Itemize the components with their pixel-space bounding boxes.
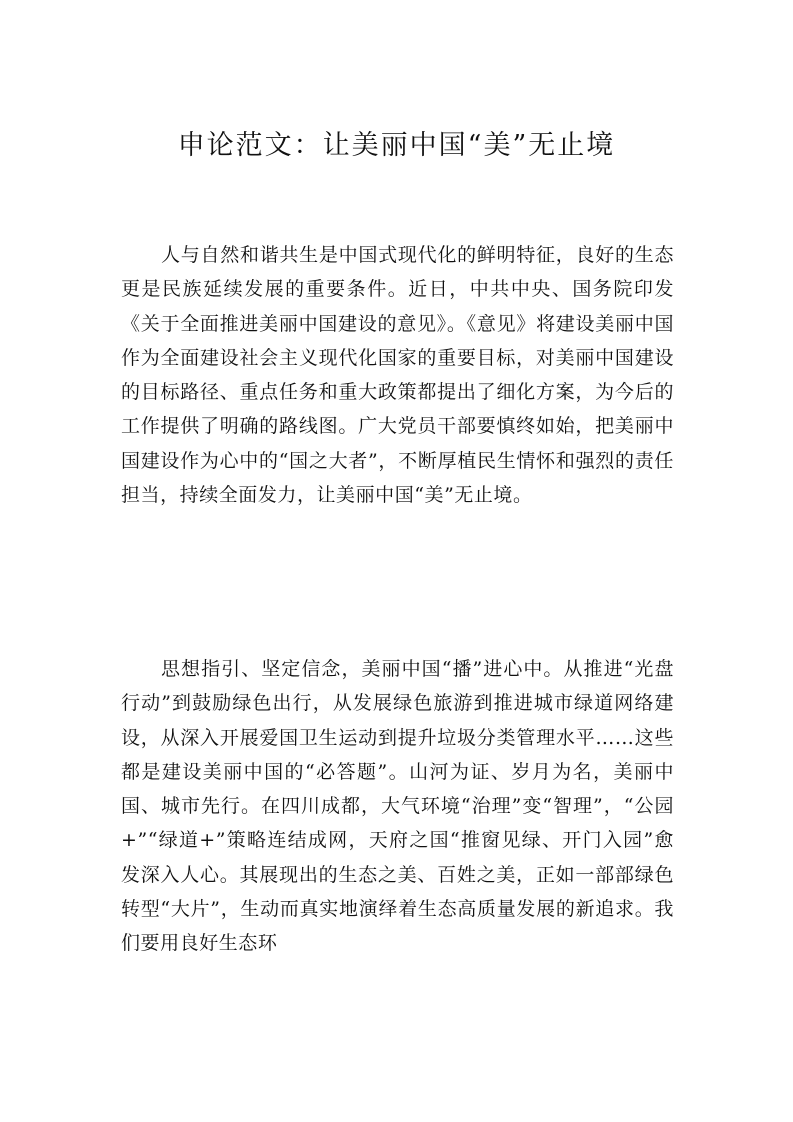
paragraph-2: 思想指引、坚定信念，美丽中国“播”进心中。从推进“光盘行动”到鼓励绿色出行，从发展绿色旅游到推进城市绿道网络建设，从深入开展爱国卫生运动到提升垃圾分类管理水平……这些都是建设美丽中国的“必答题”。山河为证、岁月为名，美丽中国、城市先行。在四川成都，大气环境“治理”变“智理”，“公园+”“绿道+”策略连结成网，天府之国“推窗见绿、开门入园”愈发深入人心。其展现出的生态之美、百姓之美，正如一部部绿色转型“大片”，生动而真实地演绎着生态高质量发展的新追求。我们要用良好生态环: [121, 658, 674, 955]
paragraph-1: 人与自然和谐共生是中国式现代化的鲜明特征，良好的生态更是民族延续发展的重要条件。近日，中共中央、国务院印发《关于全面推进美丽中国建设的意见》。《意见》将建设美丽中国作为全面建设社会主义现代化国家的重要目标，对美丽中国建设的目标路径、重点任务和重大政策都提出了细化方案，为今后的工作提供了明确的路线图。广大党员干部要慎终如始，把美丽中国建设作为心中的“国之大者”，不断厚植民生情怀和强烈的责任担当，持续全面发力，让美丽中国“美”无止境。: [121, 244, 674, 507]
document-title: 申论范文：让美丽中国“美”无止境: [177, 130, 616, 161]
